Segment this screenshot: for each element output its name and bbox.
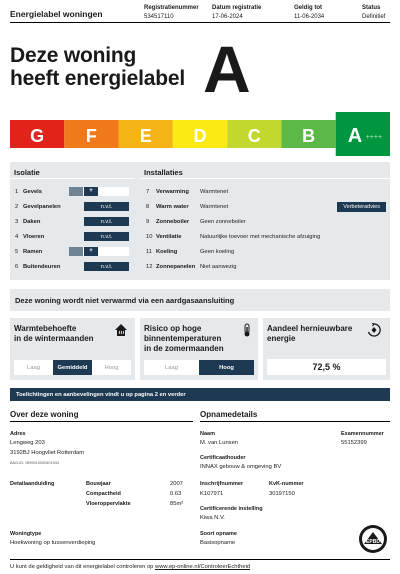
- isolatie-title: Isolatie: [14, 168, 40, 177]
- naam-label: Naam: [200, 431, 215, 437]
- row-number: 10: [146, 233, 153, 240]
- document-title: Energielabel woningen: [10, 9, 103, 19]
- rating-segment: [99, 187, 114, 196]
- renewable-icon: [367, 323, 381, 337]
- geldig-tot: Geldig tot 11-06-2034: [294, 5, 325, 20]
- datum-registratie: Datum registratie 17-06-2024: [212, 5, 262, 20]
- footer-divider: [10, 559, 390, 560]
- scale-letter-D: D: [193, 126, 207, 146]
- status: Status Definitief: [362, 5, 386, 20]
- isolatie-row: [15, 184, 135, 199]
- detailaanduiding-label: Detailaanduiding: [10, 481, 55, 487]
- row-number: 1: [15, 188, 19, 195]
- soort-opname-value: Basisopname: [200, 540, 236, 546]
- rating-segment: [69, 187, 84, 196]
- examennummer-label: Examennummer: [341, 431, 384, 437]
- vloeroppervlakte-label: Vloeroppervlakte: [86, 501, 131, 507]
- scale-letter-B: B: [302, 126, 316, 146]
- aandeel-title: Aandeel hernieuwbare energie: [267, 324, 353, 343]
- scale-segment-G: [10, 120, 64, 148]
- footer: [10, 564, 250, 570]
- isolatie-divider: [10, 178, 135, 179]
- isolatie-row: [15, 259, 135, 274]
- rating-segment: [114, 187, 129, 196]
- scale-segment-F: [64, 120, 118, 148]
- isolatie-rating: [69, 187, 129, 196]
- vloeroppervlakte-value: 85m²: [170, 501, 184, 507]
- row-value: Warmtenet: [200, 203, 229, 210]
- risico-box: [140, 318, 258, 380]
- soort-opname-label: Soort opname: [200, 531, 237, 537]
- headline: Deze woning heeft energielabel: [10, 44, 185, 90]
- row-label: Daken: [23, 218, 41, 225]
- scale-letter-E: E: [139, 126, 152, 146]
- compactheid-label: Compactheid: [86, 491, 121, 497]
- row-number: 2: [15, 203, 19, 210]
- energy-label-letter: A: [203, 32, 251, 106]
- scale-segment-E: [119, 120, 173, 148]
- installatie-row: [146, 199, 386, 214]
- scale-segment-D: [173, 120, 227, 148]
- opname-divider: [200, 421, 390, 422]
- aandeel-box: [263, 318, 390, 380]
- row-number: 3: [15, 218, 19, 225]
- certificerende-instelling-value: Kiwa N.V.: [200, 515, 225, 521]
- row-value: n.v.t.: [84, 262, 129, 271]
- row-label: Koeling: [156, 248, 178, 255]
- verbeteradvies-button[interactable]: Verbeteradvies: [337, 202, 386, 212]
- row-number: 11: [146, 248, 153, 255]
- isolatie-row: [15, 229, 135, 244]
- scale-segment-A: [336, 112, 390, 156]
- installaties-divider: [140, 178, 390, 179]
- epbd-text: EPBD: [366, 539, 380, 545]
- bouwjaar-value: 2007: [170, 481, 183, 487]
- gas-banner: Deze woning wordt niet verwarmd via een aardgasaansluiting: [10, 289, 390, 311]
- row-label: Ventilatie: [156, 233, 182, 240]
- naam-value: M. van Lunsen: [200, 440, 239, 446]
- adres-label: Adres: [10, 431, 26, 437]
- installaties-list: [146, 184, 386, 274]
- scale-segment-B: [281, 120, 335, 148]
- certificaathouder-value: INNAX gebouw & omgeving BV: [200, 464, 282, 470]
- row-label: Gevelpanelen: [23, 203, 61, 210]
- scale-plus-marks: ++++: [365, 134, 383, 141]
- row-number: 9: [146, 218, 150, 225]
- warmtebehoefte-title: Warmtebehoefte in de wintermaanden: [14, 324, 94, 343]
- row-value: Natuurlijke toevoer met mechanische afzuiging: [200, 233, 321, 240]
- registratienummer: Registratienummer 534517110: [144, 5, 199, 20]
- row-label: Ramen: [23, 248, 43, 255]
- warmtebehoefte-option-gemiddeld: Gemiddeld: [53, 360, 92, 375]
- installatie-row: [146, 214, 386, 229]
- rating-segment: [114, 247, 129, 256]
- kvk-label: KvK-nummer: [269, 481, 304, 487]
- woningtype-value: Hoekwoning op tussenverdieping: [10, 540, 96, 546]
- row-number: 6: [15, 263, 19, 270]
- isolatie-row: [15, 199, 135, 214]
- footer-text: U kunt de geldigheid van dit energielabel controleren op: [10, 564, 156, 570]
- adres-line1: Lengweg 203: [10, 440, 45, 446]
- risico-toggle: [144, 360, 254, 375]
- header-divider: [10, 22, 390, 23]
- row-number: 7: [146, 188, 150, 195]
- scale-letter-C: C: [247, 126, 261, 146]
- isolatie-row: [15, 244, 135, 259]
- installaties-title: Installaties: [144, 168, 183, 177]
- row-value: Niet aanwezig: [200, 263, 237, 270]
- row-value: Geen koeling: [200, 248, 235, 255]
- scale-segment-C: [227, 120, 281, 148]
- row-number: 4: [15, 233, 19, 240]
- kvk-value: 30197150: [269, 491, 295, 497]
- warmtebehoefte-option-laag: Laag: [27, 364, 40, 371]
- risico-option-laag: Laag: [165, 364, 178, 371]
- bouwjaar-label: Bouwjaar: [86, 481, 111, 487]
- inschrijfnummer-label: Inschrijfnummer: [200, 481, 244, 487]
- toelichting-banner: Toelichtingen en aanbevelingen vindt u op pagina 2 en verder: [10, 388, 390, 401]
- aandeel-value: 72,5 %: [267, 359, 386, 375]
- adres-line2: 3192BJ Hoogvliet Rotterdam: [10, 450, 85, 456]
- scale-letter-F: F: [85, 126, 97, 146]
- over-divider: [10, 421, 193, 422]
- row-label: Zonneboiler: [156, 218, 190, 225]
- house-heat-icon: [114, 323, 128, 337]
- warmtebehoefte-option-hoog: Hoog: [104, 364, 119, 371]
- footer-link[interactable]: www.ep-online.nl/ControleerEchtheid: [155, 564, 251, 570]
- installatie-row: [146, 259, 386, 274]
- isolatie-list: [15, 184, 135, 274]
- scale-letter-A: A: [347, 125, 363, 147]
- rating-segment: [69, 247, 84, 256]
- compactheid-value: 0.63: [170, 491, 182, 497]
- row-number: 8: [146, 203, 150, 210]
- row-value: Geen zonneboiler: [200, 218, 246, 225]
- row-value: n.v.t.: [84, 202, 129, 211]
- rating-segment: [99, 247, 114, 256]
- warmtebehoefte-box: [10, 318, 135, 380]
- rating-segment: +: [84, 247, 99, 256]
- row-value: Warmtenet: [200, 188, 229, 195]
- rating-segment: +: [84, 187, 99, 196]
- row-label: Warm water: [156, 203, 189, 210]
- row-number: 12: [146, 263, 153, 270]
- row-label: Zonnepanelen: [156, 263, 196, 270]
- energy-scale: [10, 112, 390, 156]
- risico-option-hoog: Hoog: [199, 360, 254, 375]
- row-value: n.v.t.: [84, 217, 129, 226]
- opname-title: Opnamedetails: [200, 410, 258, 419]
- bag-id: BAG-ID: 0599010000401943: [10, 461, 59, 465]
- isolatie-rating: [69, 247, 129, 256]
- installatie-row: [146, 244, 386, 259]
- examennummer-value: 55152399: [341, 440, 367, 446]
- inschrijfnummer-value: K107971: [200, 491, 224, 497]
- row-value: n.v.t.: [84, 232, 129, 241]
- epbd-seal-icon: [358, 524, 388, 554]
- certificerende-instelling-label: Certificerende instelling: [200, 506, 263, 512]
- row-label: Verwarming: [156, 188, 189, 195]
- warmtebehoefte-toggle: [14, 360, 131, 375]
- thermometer-icon: [241, 323, 253, 337]
- row-label: Vloeren: [23, 233, 45, 240]
- row-label: Gevels: [23, 188, 43, 195]
- certificaathouder-label: Certificaathouder: [200, 455, 246, 461]
- installatie-row: [146, 184, 386, 199]
- risico-title: Risico op hoge binnentemperaturen in de zomermaanden: [144, 324, 224, 353]
- woningtype-label: Woningtype: [10, 531, 42, 537]
- scale-letter-G: G: [30, 126, 45, 146]
- over-title: Over deze woning: [10, 410, 79, 419]
- row-label: Buitendeuren: [23, 263, 61, 270]
- isolatie-row: [15, 214, 135, 229]
- installatie-row: [146, 229, 386, 244]
- row-number: 5: [15, 248, 19, 255]
